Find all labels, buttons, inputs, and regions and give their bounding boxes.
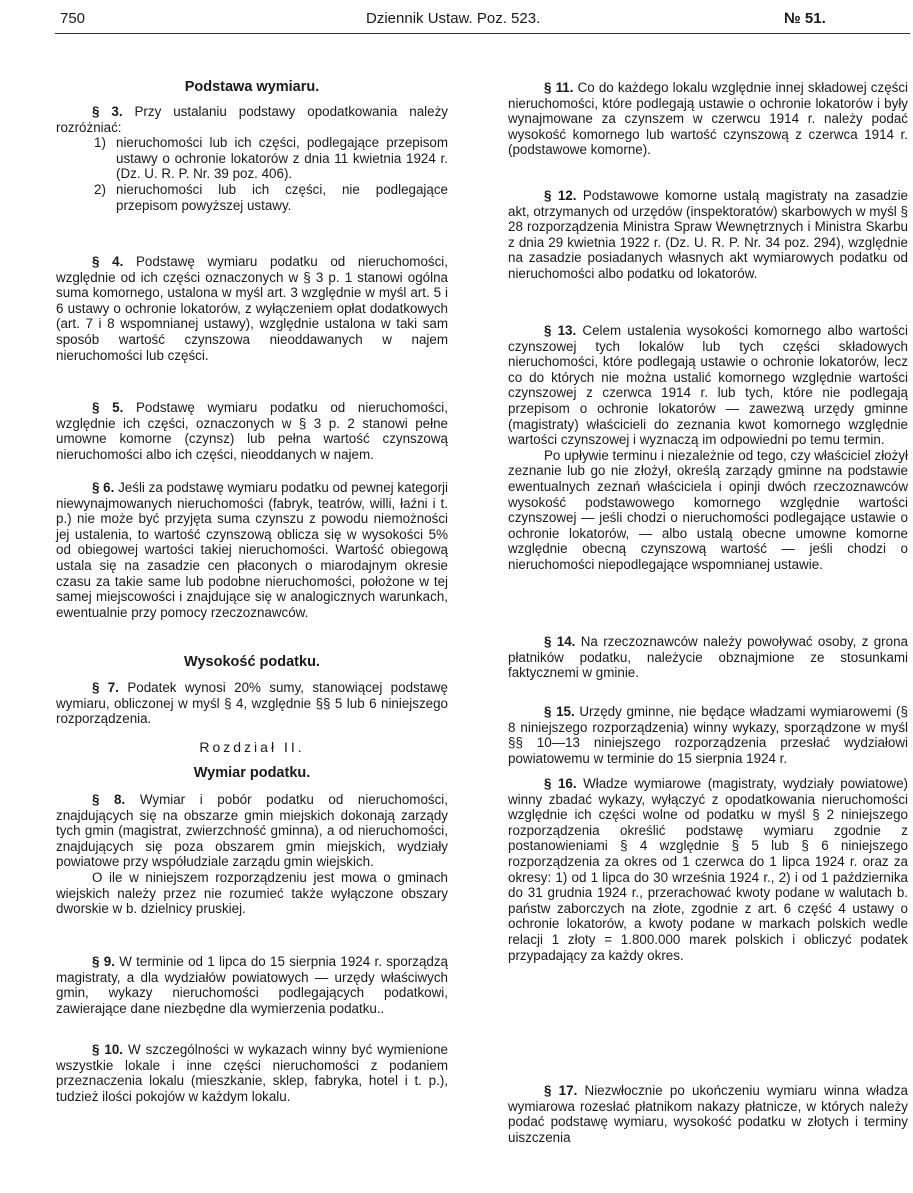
section-number: § 3. [92,104,123,119]
paragraph-text: Urzędy gminne, nie będące władzami wymiarowemi (§ 8 niniejszego rozporządzenia) winny wykazy, sporządzone w myśl §§ 10—13 niniejszego rozporządzenia przesłać wydziałowi powiatowemu w terminie do 15 sierpnia 1924 r. [508,704,908,766]
section-number: § 12. [544,188,577,203]
section-number: § 14. [544,634,576,649]
item-number: 2) [94,181,106,197]
paragraph-15 [508,704,908,766]
running-title: Dziennik Ustaw. Poz. 523. [366,10,541,27]
item-text: nieruchomości lub ich części, nie podlegające przepisom powyższej ustawy. [116,181,448,213]
paragraph-14 [508,634,908,681]
section-number: § 17. [544,1083,578,1098]
paragraph-text: Podstawę wymiaru podatku od nieruchomości, względnie ich części, oznaczonych w § 3 p. 2 stanowi pełne umowne komorne (czynsz) lub pełna wartość czynszową nieruchomości albo ich części, nieoddanych w najem. [56,400,448,462]
chapter-heading: Rozdział II. [199,739,305,755]
heading-wysokosc: Wysokość podatku. [184,654,320,670]
paragraph-text: Jeśli za podstawę wymiaru podatku od pewnej kategorji niewynajmowanych nieruchomości (fabryk, teatrów, willi, łaźni i t. p.) nie może być przyjęta suma czynszu z powodu niemożności jej ustalenia, to wartość czynszową oblicza się w wysokości 5% od obiegowej wartości takiej nieruchomości. Wartość obiegową ustala się na zasadzie cen płaconych o miarodajnym okresie czasu za takie same lub podobne nieruchomości, położone w tej samej miejscowości i znajdujące się w analogicznych warunkach, ewentualnie przy pomocy rzeczoznawców. [56,480,448,620]
heading-wymiar: Wymiar podatku. [193,765,311,781]
page-number: 750 [60,10,86,27]
issue-number: № 51. [784,10,826,27]
paragraph-text: O ile w niniejszem rozporządzeniu jest mowa o gminach wiejskich należy przez nie rozumieć także wyłączone obszary dworskie w b. dzielnicy pruskiej. [56,869,448,917]
paragraph-text: Na rzeczoznawców należy powoływać osoby, z grona płatników podatku, należycie obznajmione ze stosunkami faktycznemi w gminie. [508,634,908,681]
paragraph-13 [508,323,908,573]
paragraph-9 [56,954,448,1016]
paragraph-text: Podatek wynosi 20% sumy, stanowiącej podstawę wymiaru, obliczonej w myśl § 4, względnie §§ 5 lub 6 niniejszego rozporządzenia. [56,680,448,727]
section-number: § 16. [544,776,577,791]
header-rule [55,33,910,34]
paragraph-text: Celem ustalenia wysokości komornego albo wartości czynszowej tych lokalów lub tych części składowych nieruchomości, które podlegają ustawie o ochronie lokatorów, lecz co do których nie można ustalić komornego względnie wartości czynszowej z czerwca 1914 r. lub tych, które nie podlegają przepisom o ochronie lokatorów — zawezwą urzędy gminne (magistraty) właścicieli do zeznania kwot komornego względnie wartości czynszowej i wyznaczą im odpowiedni po temu termin. [508,323,908,448]
section-number: § 5. [92,400,124,415]
paragraph-10 [56,1042,448,1104]
item-text: nieruchomości lub ich części, podlegające przepisom ustawy o ochronie lokatorów z dnia 11 kwietnia 1924 r. (Dz. U. R. P. Nr. 39 poz. 406). [116,135,448,182]
paragraph-5 [56,400,448,462]
section-number: § 9. [92,954,115,969]
paragraph-text: Władze wymiarowe (magistraty, wydziały powiatowe) winny zbadać wykazy, wyłączyć z opodatkowania nieruchomości względnie ich części wolne od podatku w myśl § 2 niniejszego rozporządzenia określić podstawę wymiaru zgodnie z postanowieniami § 4 względnie § 5 lub § 6 niniejszego rozporządzenia za okres od 1 czerwca do 1 lipca 1924 r. oraz za okresy: 1) od 1 lipca do 30 września 1924 r., 2) i od 1 października do 31 grudnia 1924 r., przerachować kwoty podane w walutach b. państw zaborczych na złote, zgodnie z art. 6 część 4 ustawy o ochronie lokatorów, a kwoty podane w markach polskich wedle relacji 1 złoty = 1.800.000 marek polskich i obliczyć podatek przypadający za każdy okres. [508,776,908,963]
paragraph-8 [56,792,448,917]
section-number: § 8. [92,792,126,807]
section-number: § 15. [544,704,575,719]
paragraph-11 [508,80,908,158]
section-number: § 6. [92,480,115,495]
paragraph-4 [56,254,448,363]
paragraph-text: Co do każdego lokalu względnie innej składowej części nieruchomości, które podlegają ustawie o ochronie lokatorów i były wynajmowane za czynszem w czerwcu 1914 r. należy podać wysokość komornego lub wartość czynszową z czerwca 1914 r. (podstawowe komorne). [508,80,909,158]
paragraph-17 [508,1083,908,1145]
section-number: § 4. [92,254,124,269]
paragraph-12 [508,188,908,282]
heading-podstawa: Podstawa wymiaru. [184,79,320,95]
item-number: 1) [94,135,106,151]
paragraph-6 [56,480,448,620]
paragraph-text: Po upływie terminu i niezależnie od tego, czy właściciel złożył zeznanie lub go nie złożył, określą zarządy gminne na podstawie ewentualnych zeznań właściciela i opinji dwóch rzeczoznawców wysokość podstawowego komornego względnie wartości czynszowej — jeśli chodzi o nieruchomości podlegające ustawie o ochronie lokatorów, — albo ustalą obecne umowne komorne względnie obecną czynszową wartość — jeśli chodzi o nieruchomości niepodlegające wspomnianej ustawie. [508,447,908,572]
paragraph-text: Przy ustalaniu podstawy opodatkowania należy rozróżniać: [56,104,448,135]
paragraph-16 [508,776,908,963]
list-item [94,182,448,213]
paragraph-7 [56,680,448,727]
paragraph-text: Podstawę wymiaru podatku od nieruchomości, względnie od ich części oznaczonych w § 3 p. 1 stanowi ogólna suma komornego, ustalona w myśl art. 3 względnie w myśl art. 5 i 6 ustawy o ochronie lokatorów, z wyłączeniem opłat dodatkowych (art. 7 i 8 wspomnianej ustawy), względnie ustalona w taki sam sposób wartość czynszowa nieoddawanych w najem nieruchomości lub części. [56,254,448,363]
section-number: § 13. [544,323,577,338]
paragraph-text: Niezwłocznie po ukończeniu wymiaru winna władza wymiarowa rozesłać płatnikom nakazy płatnicze, w których należy podać podstawę wymiaru, wysokość podatku w złotych i terminy uiszczenia [508,1083,908,1145]
paragraph-text: W terminie od 1 lipca do 15 sierpnia 1924 r. sporządzą magistraty, a dla wydziałów powiatowych — urzędy właściwych gmin, wykazy nieruchomości podlegających podatkowi, zawierające dane niezbędne dla wymierzenia podatku.. [56,954,448,1016]
section-number: § 11. [544,80,574,95]
paragraph-text: Podstawowe komorne ustalą magistraty na zasadzie akt, otrzymanych od urzędów (inspektoratów) skarbowych w myśl § 28 rozporządzenia Ministra Spraw Wewnętrznych i Ministra Skarbu z dnia 29 kwietnia 1922 r. (Dz. U. R. P. Nr. 34 poz. 294), względnie na zasadzie posiadanych własnych akt wymiarowych podatku od nieruchomości albo podatku od lokatorów. [508,188,908,281]
paragraph-text: Wymiar i pobór podatku od nieruchomości, znajdujących się na obszarze gmin miejskich dokonają zarządy tych gmin (magistrat, zwierzchność gminna), a od nieruchomości, znajdujących się poza obszarem gmin miejskich, wydziały powiatowe przy współudziale zarządu gmin wiejskich. [56,792,448,870]
list-item [94,135,448,182]
section-number: § 10. [92,1042,124,1057]
paragraph-text: W szczególności w wykazach winny być wymienione wszystkie lokale i inne części nieruchomości z podaniem przeznaczenia lokalu (mieszkanie, sklep, fabryka, hotel i t. p.), tudzież ilości pokojów w każdym lokalu. [56,1042,448,1104]
section-number: § 7. [92,680,119,695]
paragraph-3 [56,104,448,213]
